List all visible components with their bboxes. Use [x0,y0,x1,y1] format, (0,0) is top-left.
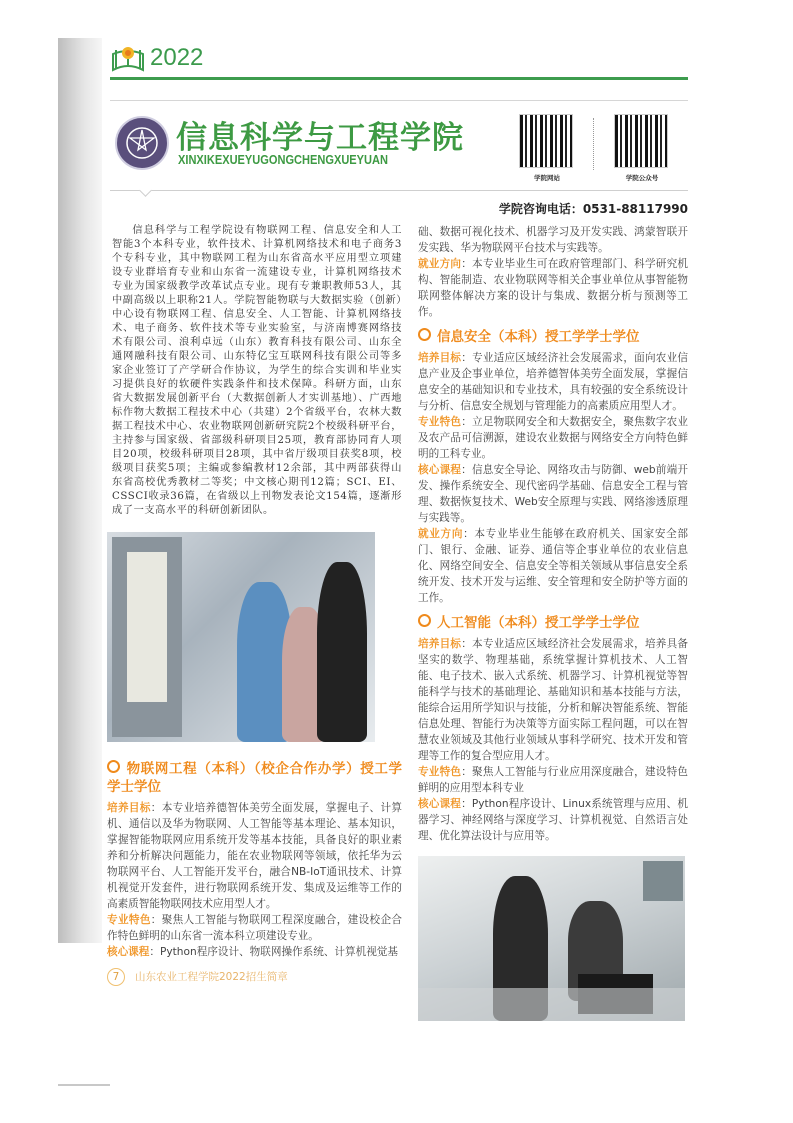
career-direction: ：本专业毕业生能够在政府机关、国家安全部门、银行、金融、证券、通信等企事业单位的农业信息化、网络空间安全、信息安全等相关领域从事信息安全系统开发、技术开发与运维、安全管理和安全防护等方面的工作。 [418,528,689,604]
footer-text: 山东农业工程学院2022招生简章 [135,971,288,983]
page-binding-shadow [58,38,102,943]
core-courses-continued: 础、数据可视化技术、机器学习及开发实践、鸿蒙智联开发实践、华为物联网平台技术与实践等。 [418,226,688,254]
page-number: 7 [107,968,125,986]
major-heading: 信息安全（本科）授工学学士学位 [418,328,688,346]
major-iot-section: 物联网工程（本科）（校企合作办学）授工学学士学位 培养目标：本专业培养德智体美劳全面发展，掌握电子、计算机、通信以及华为物联网、人工智能等基本理论、基本知识，掌握智能物联网应用系统开发等基本技能，具备良好的职业素养和分析解决问题能力，能在农业物联网等领域，依托华为云物联网平台、人工智能开发平台，融合NB-IoT通讯技术、计算机视觉开发套件，进行物联网系统开发、集成及运维等工作的高素质智能物联网技术应用型人才。 专业特色：聚焦人工智能与物联网工程深度融合，建设校企合作特色鲜明的山东省一流本科立项建设专业。 核心课程：Python程序设计、物联网操作系统、计算机视觉基 [107,761,403,958]
circle-bullet-icon [107,760,120,773]
circle-bullet-icon [418,328,431,341]
qr-divider [593,118,594,170]
training-goal: ：专业适应区域经济社会发展需求，面向农业信息产业及企事业单位，培养德智体美劳全面发展，掌握信息安全的基础知识和专业技术，具有较强的安全系统设计与分析、信息安全规划与管理能力的高素质应用型人才。 [418,352,688,412]
qr-label: 学院网站 [534,174,560,182]
training-goal: ：本专业适应区域经济社会发展需求，培养具备坚实的数学、物理基础，系统掌握计算机技术、人工智能、电子技术、嵌入式系统、机器学习、计算机视觉等智能科学与技术的基础理论、基础知识和基本技能与方法，能综合运用所学知识与技能，分析和解决智能系统、智能信息处理、智能行为决策等方面实际工程问题，可以在智慧农业领域及其他行业领域从事科学研究、技术开发和管理等工作的复合型应用人才。 [418,638,688,762]
right-column-text: 础、数据可视化技术、机器学习及开发实践、鸿蒙智联开发实践、华为物联网平台技术与实践等。 就业方向：本专业毕业生可在政府管理部门、科学研究机构、智能制造、农业物联网等相关企事业单位从事智能物联网整体解决方案的设计与集成、数据分析与预测等工作。 信息安全（本科）授工学学士学位 培养目标：专业适应区域经济社会发展需求，面向农业信息产业及企事业单位，培养德智体美劳全面发展，掌握信息安全的基础知识和专业技术，具有较强的安全系统设计与分析、信息安全规划与管理能力的高素质应用型人才。 专业特色：立足物联网安全和大数据安全，聚焦数字农业及农产品可信溯源，建设农业数据与网络安全方向特色鲜明的工科专业。 核心课程：信息安全导论、网络攻击与防御、web前端开发、操作系统安全、现代密码学基础、信息安全工程与管理、数据恢复技术、Web安全原理与实践、网络渗透原理与实践等。 就业方向：本专业毕业生能够在政府机关、国家安全部门、银行、金融、证券、通信等企事业单位的农业信息化、网络空间安全、信息安全等相关领域从事信息安全系统开发、技术开发与运维、安全管理和安全防护等方面的工作。 人工智能（本科）授工学学士学位 培养目标：本专业适应区域经济社会发展需求，培养具备坚实的数学、物理基础，系统掌握计算机技术、人工智能、电子技术、嵌入式系统、机器学习、计算机视觉等智能科学与技术的基础理论、基础知识和基本技能与方法，能综合运用所学知识与技能，分析和解决智能系统、智能信息处理、智能行为决策等方面实际工程问题，可以在智慧农业领域及其他行业领域从事科学研究、技术开发和管理等工作的复合型应用人才。 专业特色：聚焦人工智能与行业应用深度融合，建设特色鲜明的应用型本科专业 核心课程：Python程序设计、Linux系统管理与应用、机器学习、神经网络与深度学习、计算机视觉、自然语言处理、优化算法设计与应用等。 [418,226,689,842]
college-pinyin: XINXIKEXUEYUGONGCHENGXUEYUAN [178,152,388,167]
divider-notch [139,184,152,197]
major-feature: ：聚焦人工智能与物联网工程深度融合，建设校企合作特色鲜明的山东省一流本科立项建设专业。 [107,914,403,942]
qr-label: 学院公众号 [625,174,659,182]
lab-photo-teacher-students [107,532,375,742]
training-goal: ：本专业培养德智体美劳全面发展，掌握电子、计算机、通信以及华为物联网、人工智能等基本理论、基本知识，掌握智能物联网应用系统开发等基本技能，具备良好的职业素养和分析解决问题能力，能在农业物联网等领域，依托华为云物联网平台、人工智能开发平台，融合NB-IoT通讯技术、计算机视觉开发套件，进行物联网系统开发、集成及运维等工作的高素质智能物联网技术应用型人才。 [107,802,403,910]
page-footer [107,968,402,986]
college-intro: 信息科学与工程学院设有物联网工程、信息安全和人工智能3个本科专业，软件技术、计算机网络技术和电子商务3个专科专业，其中物联网工程为山东省高水平应用型立项建设专业群培育专业和山东省一流建设专业，计算机网络技术专业为国家级教学改革试点专业。现有专兼职教师53人，其中副高级以上职称21人。学院智能物联与大数据实验（创新）中心设有物联网工程、信息安全、人工智能、计算机网络技术、电子商务、软件技术等专业实验室，与济南博赛网络技术有限公司、浪利卓远（山东）教育科技有限公司、山东全通网融科技有限公司、山东特亿宝互联网科技有限公司等多家企业签订了产学研合作协议，为学生的综合实训和毕业实习提供良好的软硬件实践条件和技术保障。科研方面，山东省大数据发展创新平台（大数据创新人才实训基地）、广西地标作物大数据工程技术中心（共建）2个省级平台，农林大数据工程技术中心、农业物联网创新研究院2个校级科研平台，主持参与国家级、省部级科研项目25项，教育部协同育人项目20项，校级科研项目28项，其中省厅级项目获奖8项，校级项目获奖5项；主编或参编教材12余部，其中两部获得山东省高校优秀教材二等奖；中文核心期刊12篇；SCI、EI、CSSCI收录36篇，在省级以上刊物发表论文154篇，逐渐形成了一支高水平的科研创新团队。 [112,225,402,516]
divider [110,190,688,191]
major-feature: ：聚焦人工智能与行业应用深度融合，建设特色鲜明的应用型本科专业 [418,766,688,794]
qr-code-icon [614,114,668,168]
school-book-logo-icon [111,44,145,72]
major-heading: 物联网工程（本科）（校企合作办学）授工学学士学位 [107,761,402,795]
header-year: 2022 [150,44,204,71]
right-column [418,224,688,1021]
college-title: 信息科学与工程学院 [176,120,464,156]
consult-phone: 学院咨询电话：0531-88117990 [498,202,688,216]
qr-wechat[interactable] [614,114,670,182]
career-direction: ：本专业毕业生可在政府管理部门、科学研究机构、智能制造、农业物联网等相关企事业单位从事智能物联网整体解决方案的设计与集成、数据分析与预测等工作。 [418,258,688,318]
core-courses: ：Python程序设计、Linux系统管理与应用、机器学习、神经网络与深度学习、计算机视觉、自然语言处理、优化算法设计与应用等。 [418,798,689,842]
qr-code-icon [519,114,573,168]
circle-bullet-icon [418,614,431,627]
header-divider [110,77,688,80]
page-edge-line [58,1084,110,1086]
core-courses: ：信息安全导论、网络攻击与防御、web前端开发、操作系统安全、现代密码学基础、信息安全工程与管理、数据恢复技术、Web安全原理与实践、网络渗透原理与实践等。 [418,464,689,524]
lab-photo-students-computer [418,856,685,1021]
qr-website[interactable] [519,114,575,182]
left-column [107,224,402,986]
core-courses: ：Python程序设计、物联网操作系统、计算机视觉基 [149,946,398,958]
major-heading: 人工智能（本科）授工学学士学位 [418,614,688,632]
major-feature: ：立足物联网安全和大数据安全，聚焦数字农业及农产品可信溯源，建设农业数据与网络安全方向特色鲜明的工科专业。 [418,416,688,460]
college-emblem-icon [115,116,169,170]
divider [110,100,688,101]
